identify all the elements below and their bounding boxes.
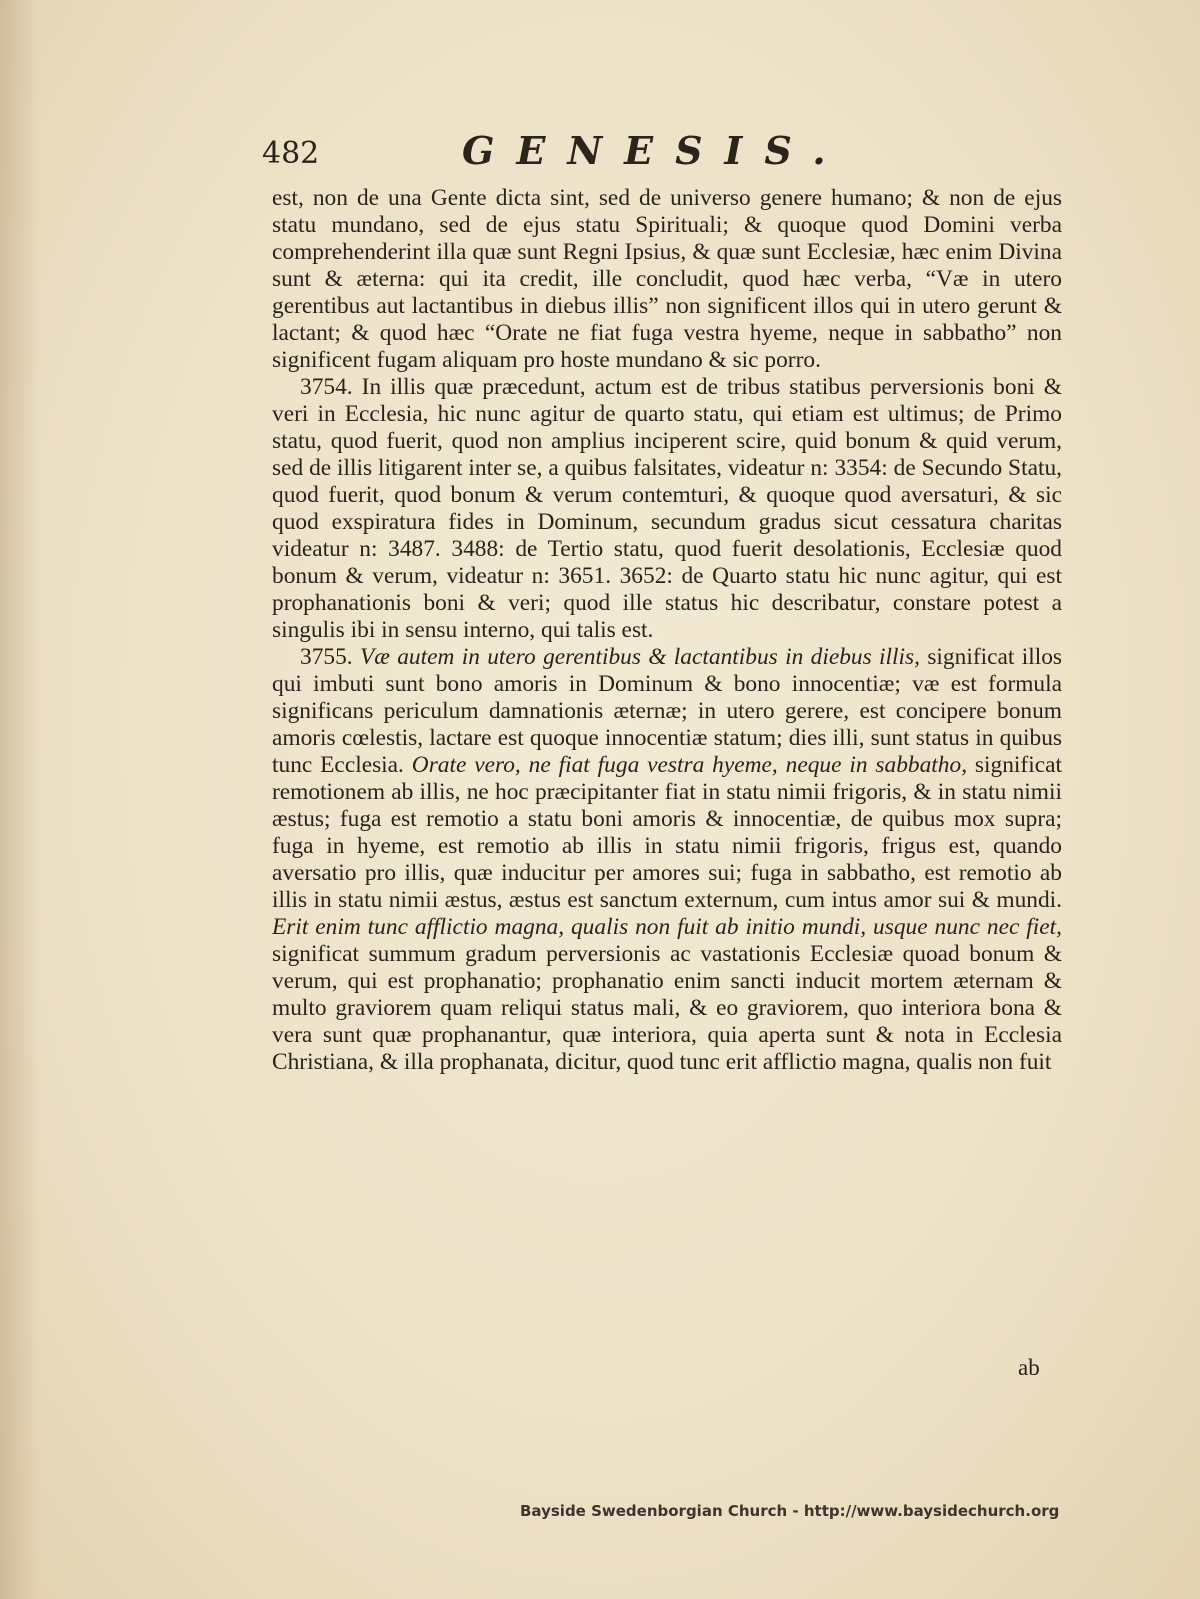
quoted-verse-1: Væ autem in utero gerentibus & lactantibus in diebus illis, <box>359 644 920 670</box>
paragraph-number: 3755. <box>300 644 353 670</box>
running-title: GENESIS. <box>462 128 848 173</box>
explanation-3: significat summum gradum perversionis ac vastationis Ecclesiæ quoad bonum & verum, qui est prophanatio; prophanatio enim sancti inducit mortem æternam & multo graviorem quam reliqui status mali, & eo graviorem, quo interiora bona & vera sunt quæ prophanantur, quæ interiora, quia aperta sunt & nota in Ecclesia Christiana, & illa prophanata, dicitur, quod tunc erit afflictio magna, qualis non fuit <box>272 941 1062 1075</box>
explanation-1: significat illos qui imbuti sunt bono amoris in Dominum & bono innocentiæ; væ est formula significans periculum damnationis æternæ; in utero gerere, est concipere bonum amoris cœlestis, lactare est quoque innocentiæ statum; dies illi, sunt status in quibus tunc Ecclesia. <box>272 644 1062 778</box>
text-body <box>272 185 1062 1076</box>
explanation-2: significat remotionem ab illis, ne hoc præcipitanter fiat in statu nimii frigoris, & in statu nimii æstus; fuga est remotio a statu boni amoris & innocentiæ, de quibus mox supra; fuga in hyeme, est remotio ab illis in statu nimii frigoris, frigus est, quando aversatio pro illis, quæ inducitur per amores sui; fuga in sabbatho, est remotio ab illis in statu nimii æstus, æstus est sanctum externum, cum intus amor sui & mundi. <box>272 752 1062 913</box>
paragraph-3754: 3754. In illis quæ præcedunt, actum est de tribus statibus perversionis boni & veri in Ecclesia, hic nunc agitur de quarto statu, qui etiam est ultimus; de Primo statu, quod fuerit, quod non amplius inciperent scire, quid bonum & quid verum, sed de illis litigarent inter se, a quibus falsitates, videatur n: 3354: de Secundo Statu, quod fuerit, quod bonum & verum contemturi, & quoque quod aversaturi, & sic quod exspiratura fides in Dominum, secundum gradus sicut cessatura charitas videatur n: 3487. 3488: de Tertio statu, quod fuerit desolationis, Ecclesiæ quod bonum & verum, videatur n: 3651. 3652: de Quarto statu hic nunc agitur, qui est prophanationis boni & veri; quod ille status hic describatur, constare potest a singulis ibi in sensu interno, qui talis est. <box>272 374 1062 643</box>
page-header <box>262 128 1062 178</box>
paragraph-continuation: est, non de una Gente dicta sint, sed de universo genere humano; & non de ejus statu mundano, sed de ejus statu Spirituali; & quoque quod Domini verba comprehenderint illa quæ sunt Regni Ipsius, & quæ sunt Ecclesiæ, hæc enim Divina sunt & æterna: qui ita credit, ille concludit, quod hæc verba, “Væ in utero gerentibus aut lactantibus in diebus illis” non significent illos qui in utero gerunt & lactant; & quod hæc “Orate ne fiat fuga vestra hyeme, neque in sabbatho” non significent fugam aliquam pro hoste mundano & sic porro. <box>272 185 1062 373</box>
quoted-verse-3: Erit enim tunc afflictio magna, qualis non fuit ab initio mundi, usque nunc nec fiet, <box>272 914 1062 940</box>
page-number: 482 <box>262 136 320 171</box>
quoted-verse-2: Orate vero, ne fiat fuga vestra hyeme, neque in sabbatho, <box>411 752 968 778</box>
binding-shadow <box>0 0 40 1599</box>
catchword: ab <box>1018 1355 1040 1380</box>
paragraph-3755 <box>272 644 1062 1076</box>
footer-credit: Bayside Swedenborgian Church - http://www.baysidechurch.org <box>520 1502 1060 1520</box>
